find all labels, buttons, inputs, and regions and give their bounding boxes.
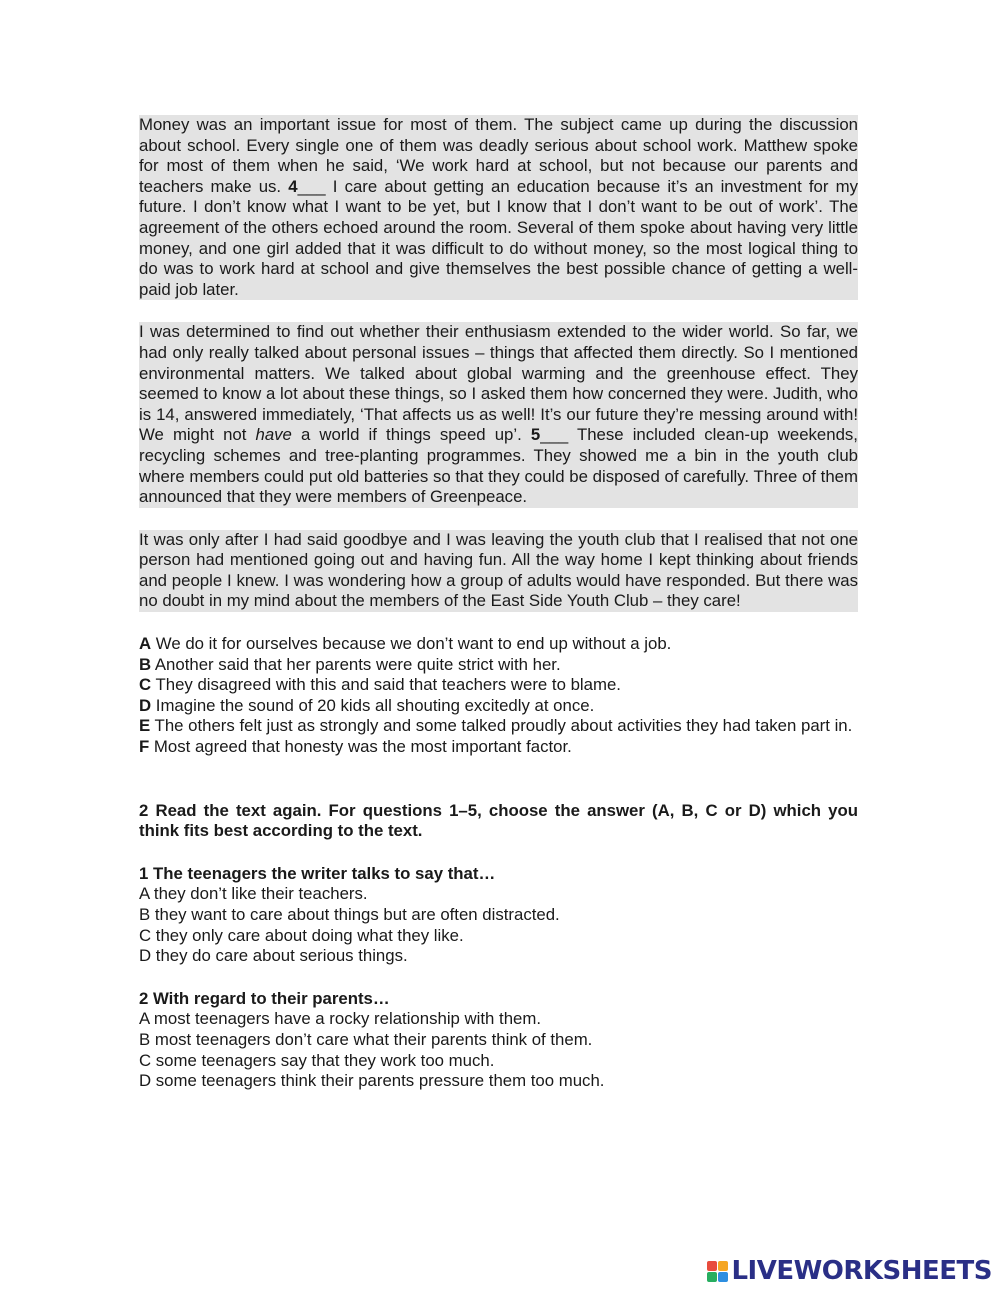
passage-paragraph-1 — [139, 115, 858, 300]
answer-option[interactable]: B most teenagers don’t care what their parents think of them. — [139, 1029, 593, 1049]
passage-text: These included clean-up weekends, recycling schemes and tree-planting programmes. They showed me a bin in the youth club where members could put old batteries so that they could be disposed of carefully. Three of them announced that they were members of Greenpeace. — [139, 425, 858, 507]
logo-text: LIVEWORKSHEETS — [731, 1256, 992, 1286]
option-letter: F — [139, 737, 150, 757]
option-d — [139, 696, 858, 717]
reading-passage — [139, 115, 858, 612]
option-b — [139, 655, 858, 676]
emphasis-text: have — [255, 425, 292, 445]
passage-text: Money was an important issue for most of them. The subject came up during the discussion about school. Every single one of them was deadly serious about school work. Matthew spoke for most of them when he said, ‘We work hard at school, but not because our parents and teachers make us. — [139, 115, 858, 196]
option-a — [139, 634, 858, 655]
question-1 — [139, 864, 858, 967]
answer-option[interactable]: B they want to care about things but are often distracted. — [139, 905, 560, 924]
question-title: 1 The teenagers the writer talks to say that… — [139, 863, 496, 883]
option-text: They disagreed with this and said that teachers were to blame. — [151, 675, 621, 695]
option-text: Another said that her parents were quite strict with her. — [151, 654, 561, 674]
option-f — [139, 737, 858, 758]
logo-icon — [707, 1261, 728, 1282]
option-text: Imagine the sound of 20 kids all shouting excitedly at once. — [151, 695, 595, 715]
question-2 — [139, 989, 858, 1092]
sentence-options — [139, 634, 858, 758]
answer-option[interactable]: C they only care about doing what they like. — [139, 925, 464, 945]
liveworksheets-logo — [707, 1256, 992, 1286]
option-letter: E — [139, 716, 151, 736]
option-text: Most agreed that honesty was the most important factor. — [149, 737, 572, 757]
passage-text: a world if things speed up’. — [291, 425, 531, 445]
option-letter: B — [139, 654, 152, 674]
option-e — [139, 716, 858, 737]
option-text: The others felt just as strongly and some talked proudly about activities they had taken part in. — [150, 716, 853, 736]
answer-option[interactable]: A they don’t like their teachers. — [139, 884, 368, 904]
answer-option[interactable]: C some teenagers say that they work too much. — [139, 1050, 495, 1070]
question-title: 2 With regard to their parents… — [139, 988, 390, 1008]
gap-blank-5[interactable]: ___ — [540, 425, 569, 445]
option-letter: C — [139, 675, 152, 695]
task-instruction: 2 Read the text again. For questions 1–5, choose the answer (A, B, C or D) which you think fits best according to the text. — [139, 800, 858, 841]
gap-number-4: 4 — [288, 176, 298, 196]
passage-text: I care about getting an education because it’s an investment for my future. I don’t know what I want to be yet, but I know that I don’t want to be out of work’. The agreement of the others echoed around the room. Several of them spoke about having very little money, and one girl added that it was difficult to do without money, so the most logical thing to do was to work hard at school and give themselves the best possible chance of getting a well-paid job later. — [139, 176, 858, 299]
passage-paragraph-2 — [139, 322, 858, 507]
option-text: We do it for ourselves because we don’t want to end up without a job. — [151, 634, 672, 654]
answer-option[interactable]: D they do care about serious things. — [139, 946, 408, 966]
option-c — [139, 675, 858, 696]
answer-option[interactable]: A most teenagers have a rocky relationship with them. — [139, 1009, 542, 1029]
answer-option[interactable]: D some teenagers think their parents pressure them too much. — [139, 1071, 605, 1091]
gap-number-5: 5 — [530, 425, 541, 445]
option-letter: D — [139, 695, 152, 715]
option-letter: A — [139, 634, 152, 654]
passage-paragraph-3: It was only after I had said goodbye and I was leaving the youth club that I realised that not one person had mentioned going out and having fun. All the way home I kept thinking about friends and people I knew. I was wondering how a group of adults would have responded. But there was no doubt in my mind about the members of the East Side Youth Club – they care! — [139, 529, 858, 611]
worksheet-page — [139, 115, 858, 1092]
gap-blank-4[interactable]: ___ — [297, 176, 326, 196]
passage-text: I was determined to find out whether their enthusiasm extended to the wider world. So far, we had only really talked about personal issues – things that affected them directly. So I mentioned environmental matters. We talked about global warming and the greenhouse effect. They seemed to know a lot about these things, so I asked them how concerned they were. Judith, who is 14, answered immediately, ‘That affects us as well! It’s our future they’re messing around with! We might not — [139, 322, 858, 445]
